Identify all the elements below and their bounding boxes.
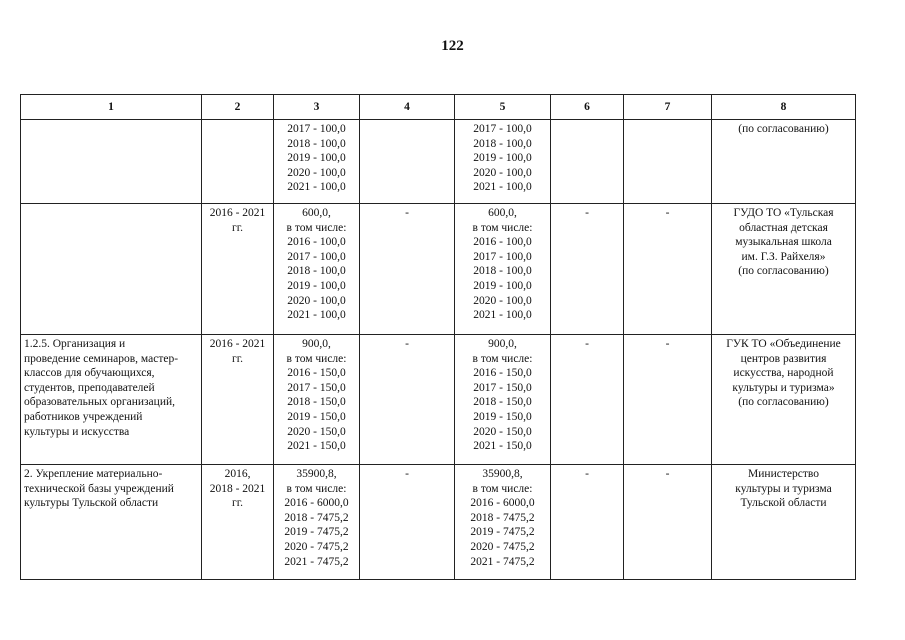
cell-line: 2019 - 150,0 <box>473 410 532 423</box>
cell-line: образовательных организаций, <box>24 396 175 409</box>
cell-line: гг. <box>231 352 243 365</box>
cell-line: областная детская <box>739 221 828 234</box>
period-cell <box>202 204 274 335</box>
regional-funding-cell <box>455 204 551 335</box>
cell-line: 2017 - 100,0 <box>287 123 346 135</box>
period-cell <box>202 120 274 204</box>
cell-line: 2020 - 7475,2 <box>284 540 349 553</box>
cell-line: 2021 - 7475,2 <box>470 555 535 568</box>
cell-line: музыкальная школа <box>735 236 832 249</box>
municipal-funding-cell <box>551 465 624 580</box>
cell-line: 2018 - 100,0 <box>473 265 532 278</box>
header-cell: 3 <box>274 95 360 120</box>
extra-funding-cell <box>624 120 712 204</box>
cell-line: 2021 - 100,0 <box>473 309 532 322</box>
cell-line: студентов, преподавателей <box>24 381 155 394</box>
cell-line: 2018 - 150,0 <box>473 396 532 409</box>
cell-line: - <box>585 338 589 350</box>
executor-cell <box>712 204 856 335</box>
cell-line: 2016 - 150,0 <box>287 367 346 380</box>
cell-line: в том числе: <box>286 482 347 495</box>
cell-line: 2018 - 2021 <box>209 482 266 495</box>
cell-line: 2016 - 2021 <box>209 207 266 219</box>
cell-line: искусства, народной <box>733 367 834 380</box>
cell-line: 2020 - 100,0 <box>473 294 532 307</box>
table-row <box>21 465 856 580</box>
header-cell: 1 <box>21 95 202 120</box>
cell-line: центров развития <box>740 352 827 365</box>
cell-line: 2021 - 7475,2 <box>284 555 349 568</box>
cell-line: - <box>585 468 589 480</box>
cell-line: культуры Тульской области <box>24 497 159 510</box>
cell-line: 2016 - 6000,0 <box>470 497 535 510</box>
period-cell <box>202 335 274 465</box>
header-cell: 6 <box>551 95 624 120</box>
cell-line: культуры и туризма <box>735 482 832 495</box>
cell-line: 2017 - 100,0 <box>473 123 532 135</box>
total-funding-cell <box>274 335 360 465</box>
municipal-funding-cell <box>551 335 624 465</box>
extra-funding-cell <box>624 465 712 580</box>
cell-line: 2016 - 6000,0 <box>284 497 349 510</box>
executor-cell <box>712 335 856 465</box>
cell-line: - <box>665 207 670 219</box>
header-cell: 8 <box>712 95 856 120</box>
cell-line: - <box>405 468 409 480</box>
cell-line: в том числе: <box>472 221 533 234</box>
extra-funding-cell <box>624 335 712 465</box>
cell-line: - <box>665 338 670 350</box>
table-row <box>21 335 856 465</box>
cell-line: - <box>405 207 409 219</box>
cell-line: 2019 - 100,0 <box>473 279 532 292</box>
municipal-funding-cell <box>551 120 624 204</box>
federal-funding-cell <box>360 465 455 580</box>
cell-line: культуры и туризма» <box>732 381 835 394</box>
activity-cell <box>21 335 202 465</box>
cell-line: в том числе: <box>286 352 347 365</box>
cell-line: 2019 - 7475,2 <box>284 526 349 539</box>
cell-line: - <box>585 207 589 219</box>
federal-funding-cell <box>360 335 455 465</box>
cell-line: 2021 - 100,0 <box>287 181 346 194</box>
header-cell: 4 <box>360 95 455 120</box>
cell-line: ГУДО ТО «Тульская <box>733 207 834 219</box>
cell-line: в том числе: <box>472 352 533 365</box>
cell-line: гг. <box>231 497 243 510</box>
municipal-funding-cell <box>551 204 624 335</box>
total-funding-cell <box>274 204 360 335</box>
activity-cell <box>21 120 202 204</box>
cell-line: 2017 - 100,0 <box>473 250 532 263</box>
cell-line: 2018 - 150,0 <box>287 396 346 409</box>
cell-line: 2021 - 150,0 <box>287 440 346 453</box>
cell-line: 2020 - 100,0 <box>473 166 532 179</box>
activity-cell <box>21 465 202 580</box>
cell-line: 2016 - 2021 <box>209 338 266 350</box>
cell-line: 2018 - 7475,2 <box>470 511 535 524</box>
cell-line: проведение семинаров, мастер- <box>24 352 179 365</box>
cell-line: классов для обучающихся, <box>24 367 155 380</box>
cell-line: 2020 - 100,0 <box>287 166 346 179</box>
cell-line: - <box>665 468 670 480</box>
cell-line: 2017 - 150,0 <box>287 381 346 394</box>
cell-line: 2020 - 150,0 <box>287 425 346 438</box>
cell-line: технической базы учреждений <box>24 482 174 495</box>
cell-line: 2019 - 100,0 <box>287 279 346 292</box>
cell-line: 2019 - 150,0 <box>287 410 346 423</box>
cell-line: 1.2.5. Организация и <box>24 338 126 350</box>
cell-line: 2017 - 150,0 <box>473 381 532 394</box>
cell-line: 2018 - 100,0 <box>287 265 346 278</box>
federal-funding-cell <box>360 120 455 204</box>
page-number: 122 <box>441 38 464 54</box>
cell-line: 2018 - 7475,2 <box>284 511 349 524</box>
federal-funding-cell <box>360 204 455 335</box>
cell-line: 2019 - 7475,2 <box>470 526 535 539</box>
extra-funding-cell <box>624 204 712 335</box>
cell-line: в том числе: <box>472 482 533 495</box>
cell-line: 2020 - 150,0 <box>473 425 532 438</box>
executor-cell <box>712 120 856 204</box>
regional-funding-cell <box>455 465 551 580</box>
cell-line: работников учреждений <box>24 410 143 423</box>
cell-line: Тульской области <box>740 497 827 510</box>
table-row <box>21 204 856 335</box>
cell-line: в том числе: <box>286 221 347 234</box>
cell-line: (по согласованию) <box>738 396 829 409</box>
cell-line: 600,0, <box>488 207 517 219</box>
activity-cell <box>21 204 202 335</box>
cell-line: 2019 - 100,0 <box>287 152 346 165</box>
cell-line: 2016 - 100,0 <box>473 236 532 249</box>
cell-line: 900,0, <box>488 338 517 350</box>
cell-line: 2. Укрепление материально- <box>24 468 163 480</box>
cell-line: 35900,8, <box>482 468 523 480</box>
total-funding-cell <box>274 120 360 204</box>
cell-line: гг. <box>231 221 243 234</box>
header-cell: 2 <box>202 95 274 120</box>
cell-line: им. Г.З. Райхеля» <box>741 250 826 263</box>
regional-funding-cell <box>455 120 551 204</box>
cell-line: 2018 - 100,0 <box>473 137 532 150</box>
header-cell: 5 <box>455 95 551 120</box>
cell-line: культуры и искусства <box>24 425 130 438</box>
program-table <box>20 94 856 580</box>
cell-line: 2016 - 150,0 <box>473 367 532 380</box>
cell-line: (по согласованию) <box>738 123 829 135</box>
regional-funding-cell <box>455 335 551 465</box>
cell-line: Министерство <box>748 468 819 480</box>
cell-line: 2019 - 100,0 <box>473 152 532 165</box>
cell-line: 900,0, <box>302 338 331 350</box>
cell-line: 2020 - 7475,2 <box>470 540 535 553</box>
executor-cell <box>712 465 856 580</box>
period-cell <box>202 465 274 580</box>
cell-line: 600,0, <box>302 207 331 219</box>
cell-line: 2017 - 100,0 <box>287 250 346 263</box>
cell-line: 2018 - 100,0 <box>287 137 346 150</box>
cell-line: 2016, <box>224 468 251 480</box>
cell-line: 2020 - 100,0 <box>287 294 346 307</box>
cell-line: 2021 - 100,0 <box>287 309 346 322</box>
cell-line: - <box>405 338 409 350</box>
total-funding-cell <box>274 465 360 580</box>
table-row <box>21 120 856 204</box>
cell-line: ГУК ТО «Объединение <box>726 338 841 350</box>
cell-line: 35900,8, <box>296 468 337 480</box>
cell-line: 2016 - 100,0 <box>287 236 346 249</box>
cell-line: 2021 - 100,0 <box>473 181 532 194</box>
cell-line: 2021 - 150,0 <box>473 440 532 453</box>
cell-line: (по согласованию) <box>738 265 829 278</box>
header-cell: 7 <box>624 95 712 120</box>
header-row <box>21 95 856 120</box>
